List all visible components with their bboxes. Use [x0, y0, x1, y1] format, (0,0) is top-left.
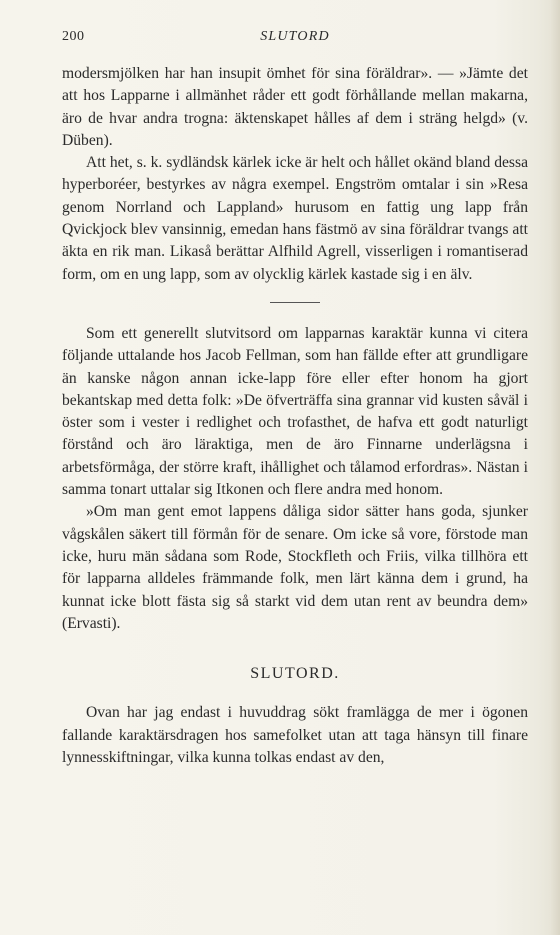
paragraph: Ovan har jag endast i huvuddrag sökt framlägga de mer i ögonen fallande karaktärsdragen hos samefolket utan att taga hänsyn till finare lynnesskiftningar, vilka kunna tolkas endast av den, [62, 704, 528, 767]
page-edge [551, 0, 560, 935]
running-title: SLUTORD [260, 29, 330, 44]
body-text [62, 63, 528, 769]
section-heading: SLUTORD. [250, 665, 340, 683]
page-number: 200 [62, 29, 85, 44]
running-header [62, 29, 528, 49]
paragraph: Som ett generellt slutvitsord om lapparnas karaktär kunna vi citera följande uttalande hos Jacob Fellman, som han fällde efter att grundligare än kanske någon annan icke-lapp före eller efter honom ha gjort bekantskap med detta folk: »De öfverträffa sina grannar vid kusten såväl i öster som i vester i redlighet och trofasthet, de hafva ett godt naturligt förstånd och äro läraktiga, men de äro Finnarne underlägsna i arbetsförmåga, der större kraft, ihållighet och tålamod erfordras». Nästan i samma tonart uttalar sig Itkonen och flere andra med honom. [62, 324, 528, 499]
paragraph-continued: modersmjölken har han insupit ömhet för sina föräldrar». — »Jämte det att hos Lapparne i allmänhet råder ett godt förhållande mellan makarna, äro de hvar andra trogna: äktenskapet hålles af dem i sträng helgd» (v. Düben). [62, 65, 528, 149]
section-divider [270, 302, 320, 303]
paragraph-quote: »Om man gent emot lappens dåliga sidor sätter hans goda, sjunker vågskålen säkert till förmån för de senare. Om icke så vore, förstode man icke, huru män sådana som Rode, Stockfleth och Friis, vilka tillhöra ett för lapparna alldeles främmande folk, men lärt känna dem i grund, ha kunnat icke blott fästa sig så starkt vid dem utan rent av beundra dem» (Ervasti). [62, 503, 528, 632]
paragraph: Att het, s. k. sydländsk kärlek icke är helt och hållet okänd bland dessa hyperboréer, bestyrkes av några exempel. Engström omtalar i sin »Resa genom Norrland och Lappland» hurusom en fattig ung lapp från Qvickjock blev vansinnig, emedan hans fästmö av sina föräldrar tvangs att äkta en rik man. Likaså berättar Alfhild Agrell, visserligen i romantiserad form, om en ung lapp, som av olycklig kärlek kastade sig i en älv. [62, 154, 528, 283]
